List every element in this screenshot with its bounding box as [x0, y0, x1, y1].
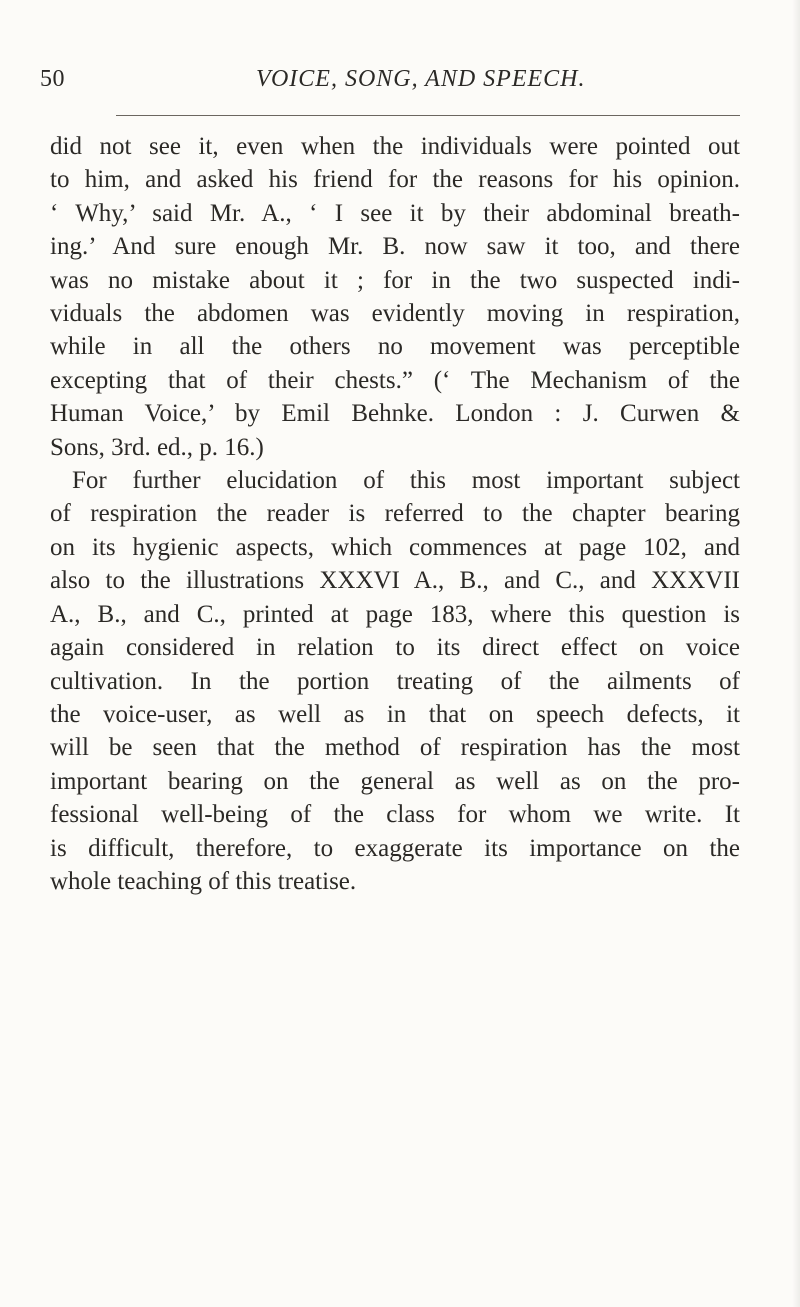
text-line: was no mistake about it ; for in the two suspected indi-	[50, 266, 740, 294]
text-line: to him, and asked his friend for the reasons for his opinion.	[50, 166, 740, 194]
paragraph-2	[50, 464, 740, 898]
header-rule	[116, 115, 740, 116]
text-line: whole teaching of this treatise.	[50, 867, 357, 895]
text-line: ing.’ And sure enough Mr. B. now saw it too, and there	[50, 233, 740, 261]
body-text	[50, 130, 740, 898]
page-number: 50	[40, 66, 65, 92]
text-line: on its hygienic aspects, which commences at page 102, and	[50, 533, 740, 561]
text-line: For further elucidation of this most important subject	[72, 467, 740, 495]
text-line: Sons, 3rd. ed., p. 16.)	[50, 433, 264, 461]
text-line: A., B., and C., printed at page 183, where this question is	[50, 600, 740, 628]
text-line: important bearing on the general as well as on the pro-	[50, 767, 740, 795]
text-line: while in all the others no movement was perceptible	[50, 333, 740, 361]
text-line: will be seen that the method of respiration has the most	[50, 734, 740, 762]
text-line: did not see it, even when the individuals were pointed out	[50, 133, 740, 160]
text-line: Human Voice,’ by Emil Behnke. London : J. Curwen &	[50, 400, 740, 428]
text-line: fessional well-being of the class for whom we write. It	[50, 801, 740, 829]
text-line: of respiration the reader is referred to the chapter bearing	[50, 500, 740, 528]
running-title: VOICE, SONG, AND SPEECH.	[256, 66, 586, 92]
paragraph-1	[50, 130, 740, 464]
text-line: ‘ Why,’ said Mr. A., ‘ I see it by their abdominal breath-	[50, 199, 740, 227]
text-line: the voice-user, as well as in that on speech defects, it	[50, 700, 740, 728]
text-line: again considered in relation to its direct effect on voice	[50, 634, 740, 662]
text-line: cultivation. In the portion treating of the ailments of	[50, 667, 740, 695]
text-line: also to the illustrations XXXVI A., B., and C., and XXXVII	[50, 567, 740, 595]
text-line: is difficult, therefore, to exaggerate its importance on the	[50, 834, 740, 862]
text-line: viduals the abdomen was evidently moving in respiration,	[50, 300, 740, 328]
page-edge-shadow	[792, 0, 800, 1307]
running-head	[0, 66, 800, 106]
text-line: excepting that of their chests.” (‘ The Mechanism of the	[50, 366, 740, 394]
